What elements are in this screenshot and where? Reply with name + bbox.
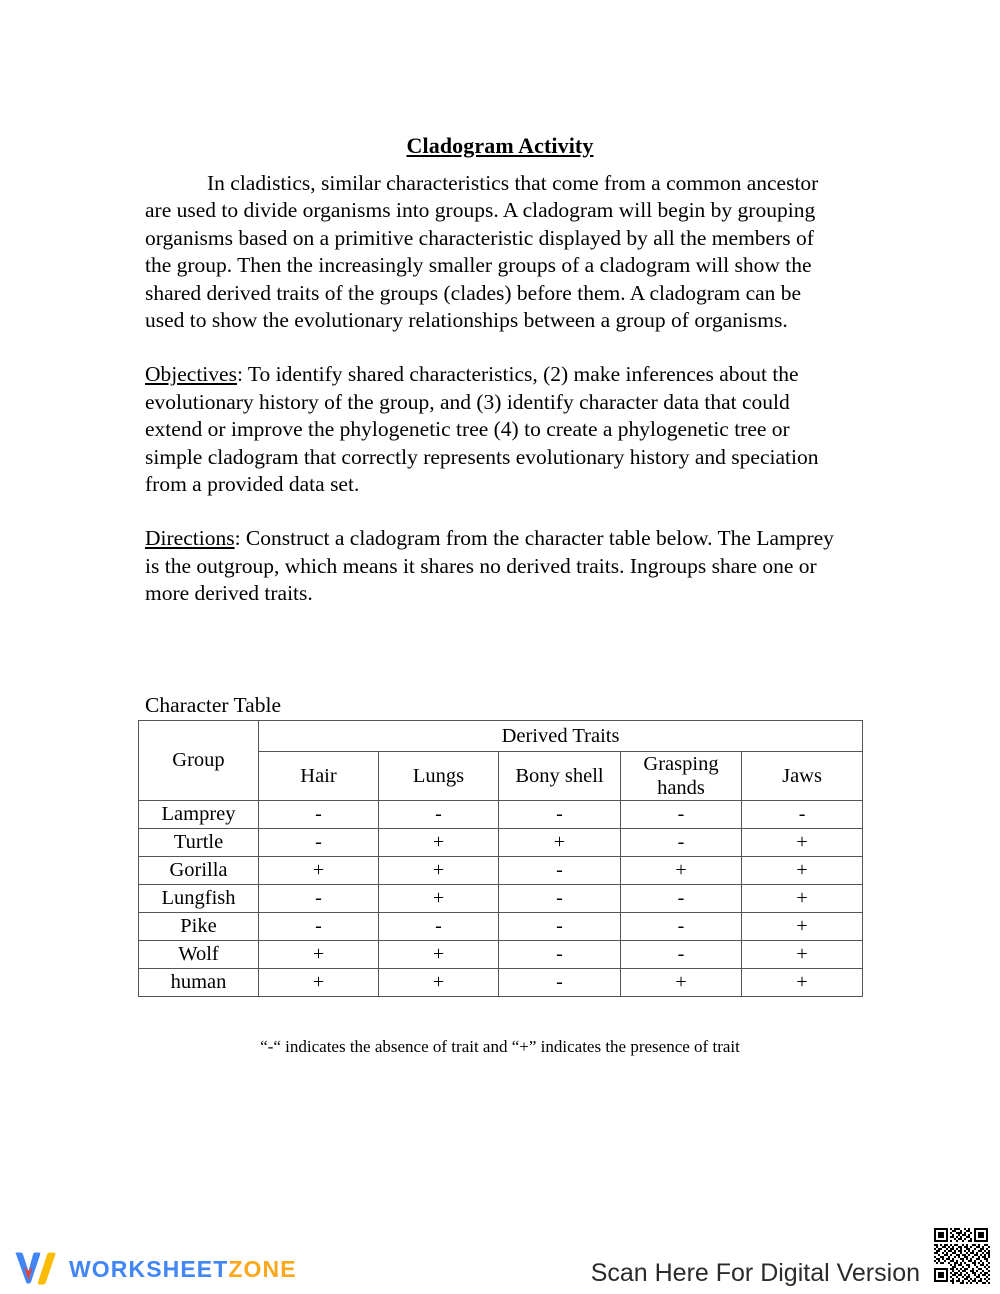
cell-lungs: + — [379, 829, 499, 857]
character-table-label: Character Table — [145, 693, 281, 717]
cell-hair: + — [259, 941, 379, 969]
cell-hair: - — [259, 801, 379, 829]
table-header-group: Group — [139, 721, 259, 801]
table-legend-note: “-“ indicates the absence of trait and “+” indicates the presence of trait — [260, 1037, 740, 1056]
cell-grasping-hands: - — [621, 829, 742, 857]
table-row — [139, 801, 863, 829]
cell-lungs: + — [379, 857, 499, 885]
worksheet-zone-logo-text — [69, 1256, 297, 1283]
scan-prompt-text: Scan Here For Digital Version — [590, 1259, 920, 1287]
cell-jaws: + — [742, 829, 863, 857]
cell-hair: - — [259, 885, 379, 913]
character-table-body — [139, 801, 863, 997]
table-row — [139, 913, 863, 941]
table-header-grasping-hands: Grasping hands — [621, 752, 742, 801]
worksheet-zone-logo[interactable] — [14, 1252, 297, 1286]
cell-lungs: + — [379, 969, 499, 997]
cell-jaws: + — [742, 941, 863, 969]
table-header-hair: Hair — [259, 752, 379, 801]
cell-bony-shell: - — [499, 913, 621, 941]
cell-bony-shell: - — [499, 941, 621, 969]
cell-bony-shell: - — [499, 857, 621, 885]
cell-grasping-hands: - — [621, 941, 742, 969]
table-header-jaws: Jaws — [742, 752, 863, 801]
objectives-paragraph — [145, 361, 845, 498]
page-title-text: Cladogram Activity — [406, 132, 594, 158]
table-header-bony-shell: Bony shell — [499, 752, 621, 801]
row-group-name: Pike — [139, 913, 259, 941]
cell-jaws: + — [742, 857, 863, 885]
cell-grasping-hands: + — [621, 969, 742, 997]
cell-bony-shell: - — [499, 801, 621, 829]
cell-hair: + — [259, 857, 379, 885]
cell-jaws: + — [742, 969, 863, 997]
directions-paragraph — [145, 525, 845, 607]
cell-bony-shell: - — [499, 885, 621, 913]
cell-bony-shell: + — [499, 829, 621, 857]
objectives-heading: Objectives — [145, 362, 237, 387]
table-header-lungs: Lungs — [379, 752, 499, 801]
qr-code[interactable] — [928, 1222, 994, 1288]
cell-lungs: + — [379, 941, 499, 969]
table-row — [139, 885, 863, 913]
row-group-name: Lungfish — [139, 885, 259, 913]
table-row — [139, 829, 863, 857]
cell-bony-shell: - — [499, 969, 621, 997]
document-body — [145, 170, 845, 608]
logo-secondary-text: ZONE — [228, 1255, 297, 1282]
cell-hair: + — [259, 969, 379, 997]
character-table — [138, 720, 863, 997]
cell-jaws: - — [742, 801, 863, 829]
cell-jaws: + — [742, 913, 863, 941]
cell-lungs: - — [379, 801, 499, 829]
table-row — [139, 969, 863, 997]
table-header-derived-traits: Derived Traits — [259, 721, 863, 752]
row-group-name: Turtle — [139, 829, 259, 857]
page-title — [0, 133, 1000, 159]
worksheet-zone-logo-icon — [14, 1252, 58, 1286]
cell-hair: - — [259, 913, 379, 941]
cell-lungs: - — [379, 913, 499, 941]
intro-paragraph: In cladistics, similar characteristics that come from a common ancestor are used to divide organisms into groups. A cladogram will begin by grouping organisms based on a primitive characteristic displayed by all the members of the group. Then the increasingly smaller groups of a cladogram will show the shared derived traits of the groups (clades) before them. A cladogram can be used to show the evolutionary relationships between a group of organisms. — [145, 171, 819, 333]
logo-primary-text: WORKSHEET — [69, 1255, 229, 1282]
cell-grasping-hands: - — [621, 801, 742, 829]
table-row — [139, 941, 863, 969]
cell-grasping-hands: - — [621, 885, 742, 913]
table-row — [139, 857, 863, 885]
cell-grasping-hands: + — [621, 857, 742, 885]
row-group-name: Gorilla — [139, 857, 259, 885]
cell-hair: - — [259, 829, 379, 857]
row-group-name: Lamprey — [139, 801, 259, 829]
objectives-text: : To identify shared characteristics, (2) make inferences about the evolutionary history of the group, and (3) identify character data that could extend or improve the phylogenetic tree (4) to create a phylogenetic tree or simple cladogram that correctly represents evolutionary history and speciation from a provided data set. — [145, 362, 819, 497]
cell-lungs: + — [379, 885, 499, 913]
directions-heading: Directions — [145, 526, 235, 551]
cell-jaws: + — [742, 885, 863, 913]
row-group-name: human — [139, 969, 259, 997]
table-header-row-top — [139, 721, 863, 752]
cell-grasping-hands: - — [621, 913, 742, 941]
directions-text: : Construct a cladogram from the character table below. The Lamprey is the outgroup, which means it shares no derived traits. Ingroups share one or more derived traits. — [145, 526, 834, 606]
row-group-name: Wolf — [139, 941, 259, 969]
